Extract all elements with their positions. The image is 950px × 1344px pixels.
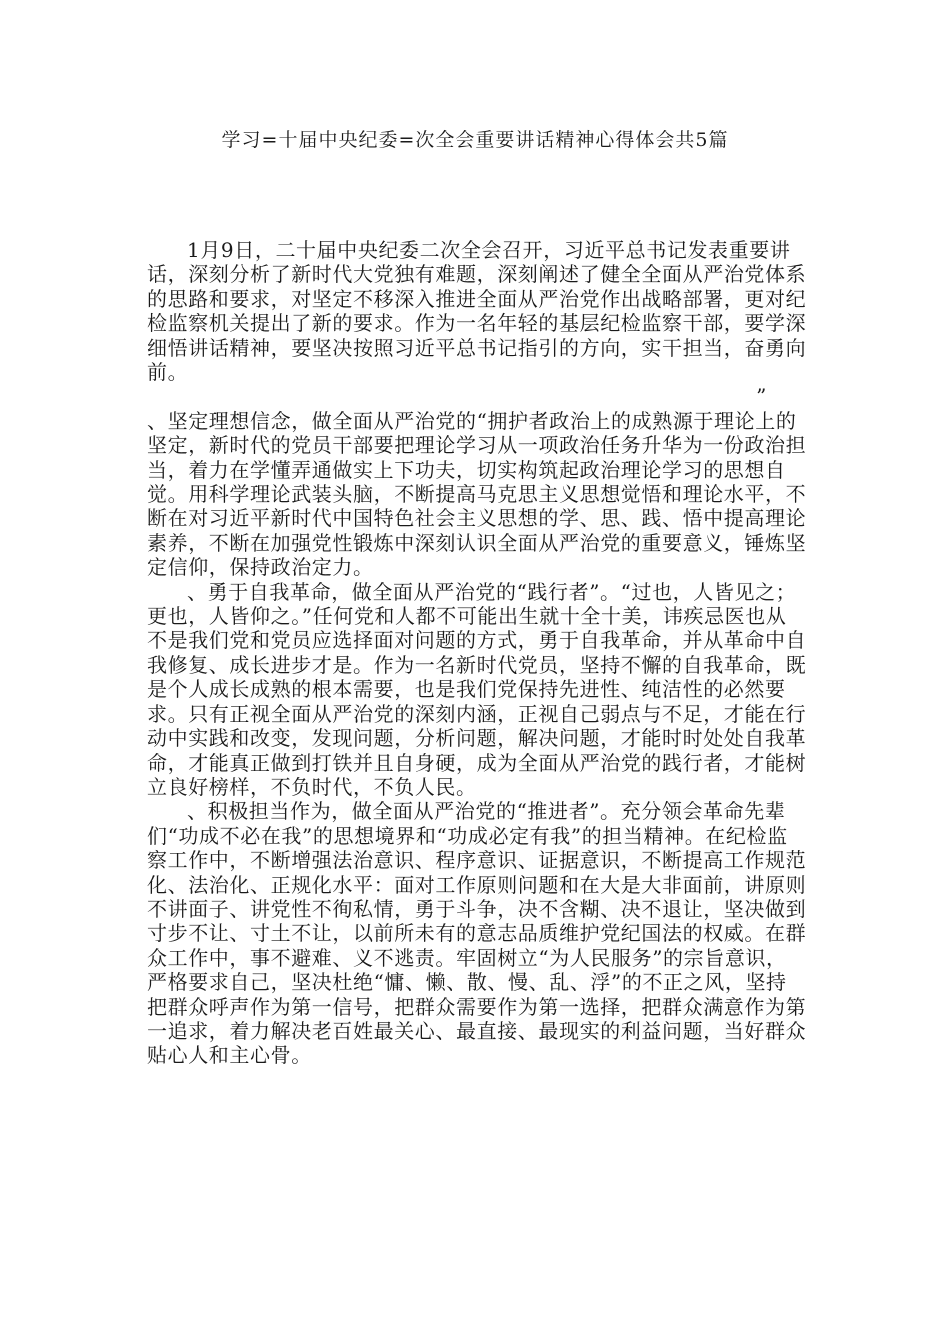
section-paragraph-1: 、坚定理想信念，做全面从严治党的“拥护者政治上的成熟源于理论上的坚定，新时代的党员干部要把理论学习从一项政治任务升华为一份政治担当，着力在学懂弄通做实上下功夫，切实构筑起政治理论学习的思想自觉。用科学理论武装头脑，不断提高马克思主义思想觉悟和理论水平，不断在对习近平新时代中国特色社会主义思想的学、思、践、悟中提高理论素养，不断在加强党性锻炼中深刻认识全面从严治党的重要意义，锤炼坚定信仰，保持政治定力。 <box>147 408 807 580</box>
document-body <box>147 238 807 1068</box>
document-title: 学习=十届中央纪委=次全会重要讲话精神心得体会共5篇 <box>221 129 729 151</box>
section-paragraph-2: 、勇于自我革命，做全面从严治党的“践行者”。“过也，人皆见之；更也，人皆仰之。”任何党和人都不可能出生就十全十美，讳疾忌医也从不是我们党和党员应选择面对问题的方式，勇于自我革命，并从革命中自我修复、成长进步才是。作为一名新时代党员，坚持不懈的自我革命，既是个人成长成熟的根本需要，也是我们党保持先进性、纯洁性的必然要求。只有正视全面从严治党的深刻内涵，正视自己弱点与不足，才能在行动中实践和改变，发现问题，分析问题，解决问题，才能时时处处自我革命，才能真正做到打铁并且自身硬，成为全面从严治党的践行者，才能树立良好榜样，不负时代，不负人民。 <box>147 579 807 799</box>
intro-paragraph: 1月9日，二十届中央纪委二次全会召开，习近平总书记发表重要讲话，深刻分析了新时代大党独有难题，深刻阐述了健全全面从严治党体系的思路和要求，对坚定不移深入推进全面从严治党作出战略部署，更对纪检监察机关提出了新的要求。作为一名年轻的基层纪检监察干部，要学深细悟讲话精神，要坚决按照习近平总书记指引的方向，实干担当，奋勇向前。 <box>147 238 807 385</box>
section-paragraph-3: 、积极担当作为，做全面从严治党的“推进者”。充分领会革命先辈们“功成不必在我”的思想境界和“功成必定有我”的担当精神。在纪检监察工作中，不断增强法治意识、程序意识、证据意识，不断提高工作规范化、法治化、正规化水平：面对工作原则问题和在大是大非面前，讲原则不讲面子、讲党性不徇私情，勇于斗争，决不含糊、决不退让，坚决做到寸步不让、寸土不让，以前所未有的意志品质维护党纪国法的权威。在群众工作中，事不避难、义不逃责。牢固树立“为人民服务”的宗旨意识，严格要求自己，坚决杜绝“慵、懒、散、慢、乱、浮”的不正之风，坚持把群众呼声作为第一信号，把群众需要作为第一选择，把群众满意作为第一追求，着力解决老百姓最关心、最直接、最现实的利益问题，当好群众贴心人和主心骨。 <box>147 799 807 1068</box>
stray-quote-mark: ” <box>756 384 767 409</box>
